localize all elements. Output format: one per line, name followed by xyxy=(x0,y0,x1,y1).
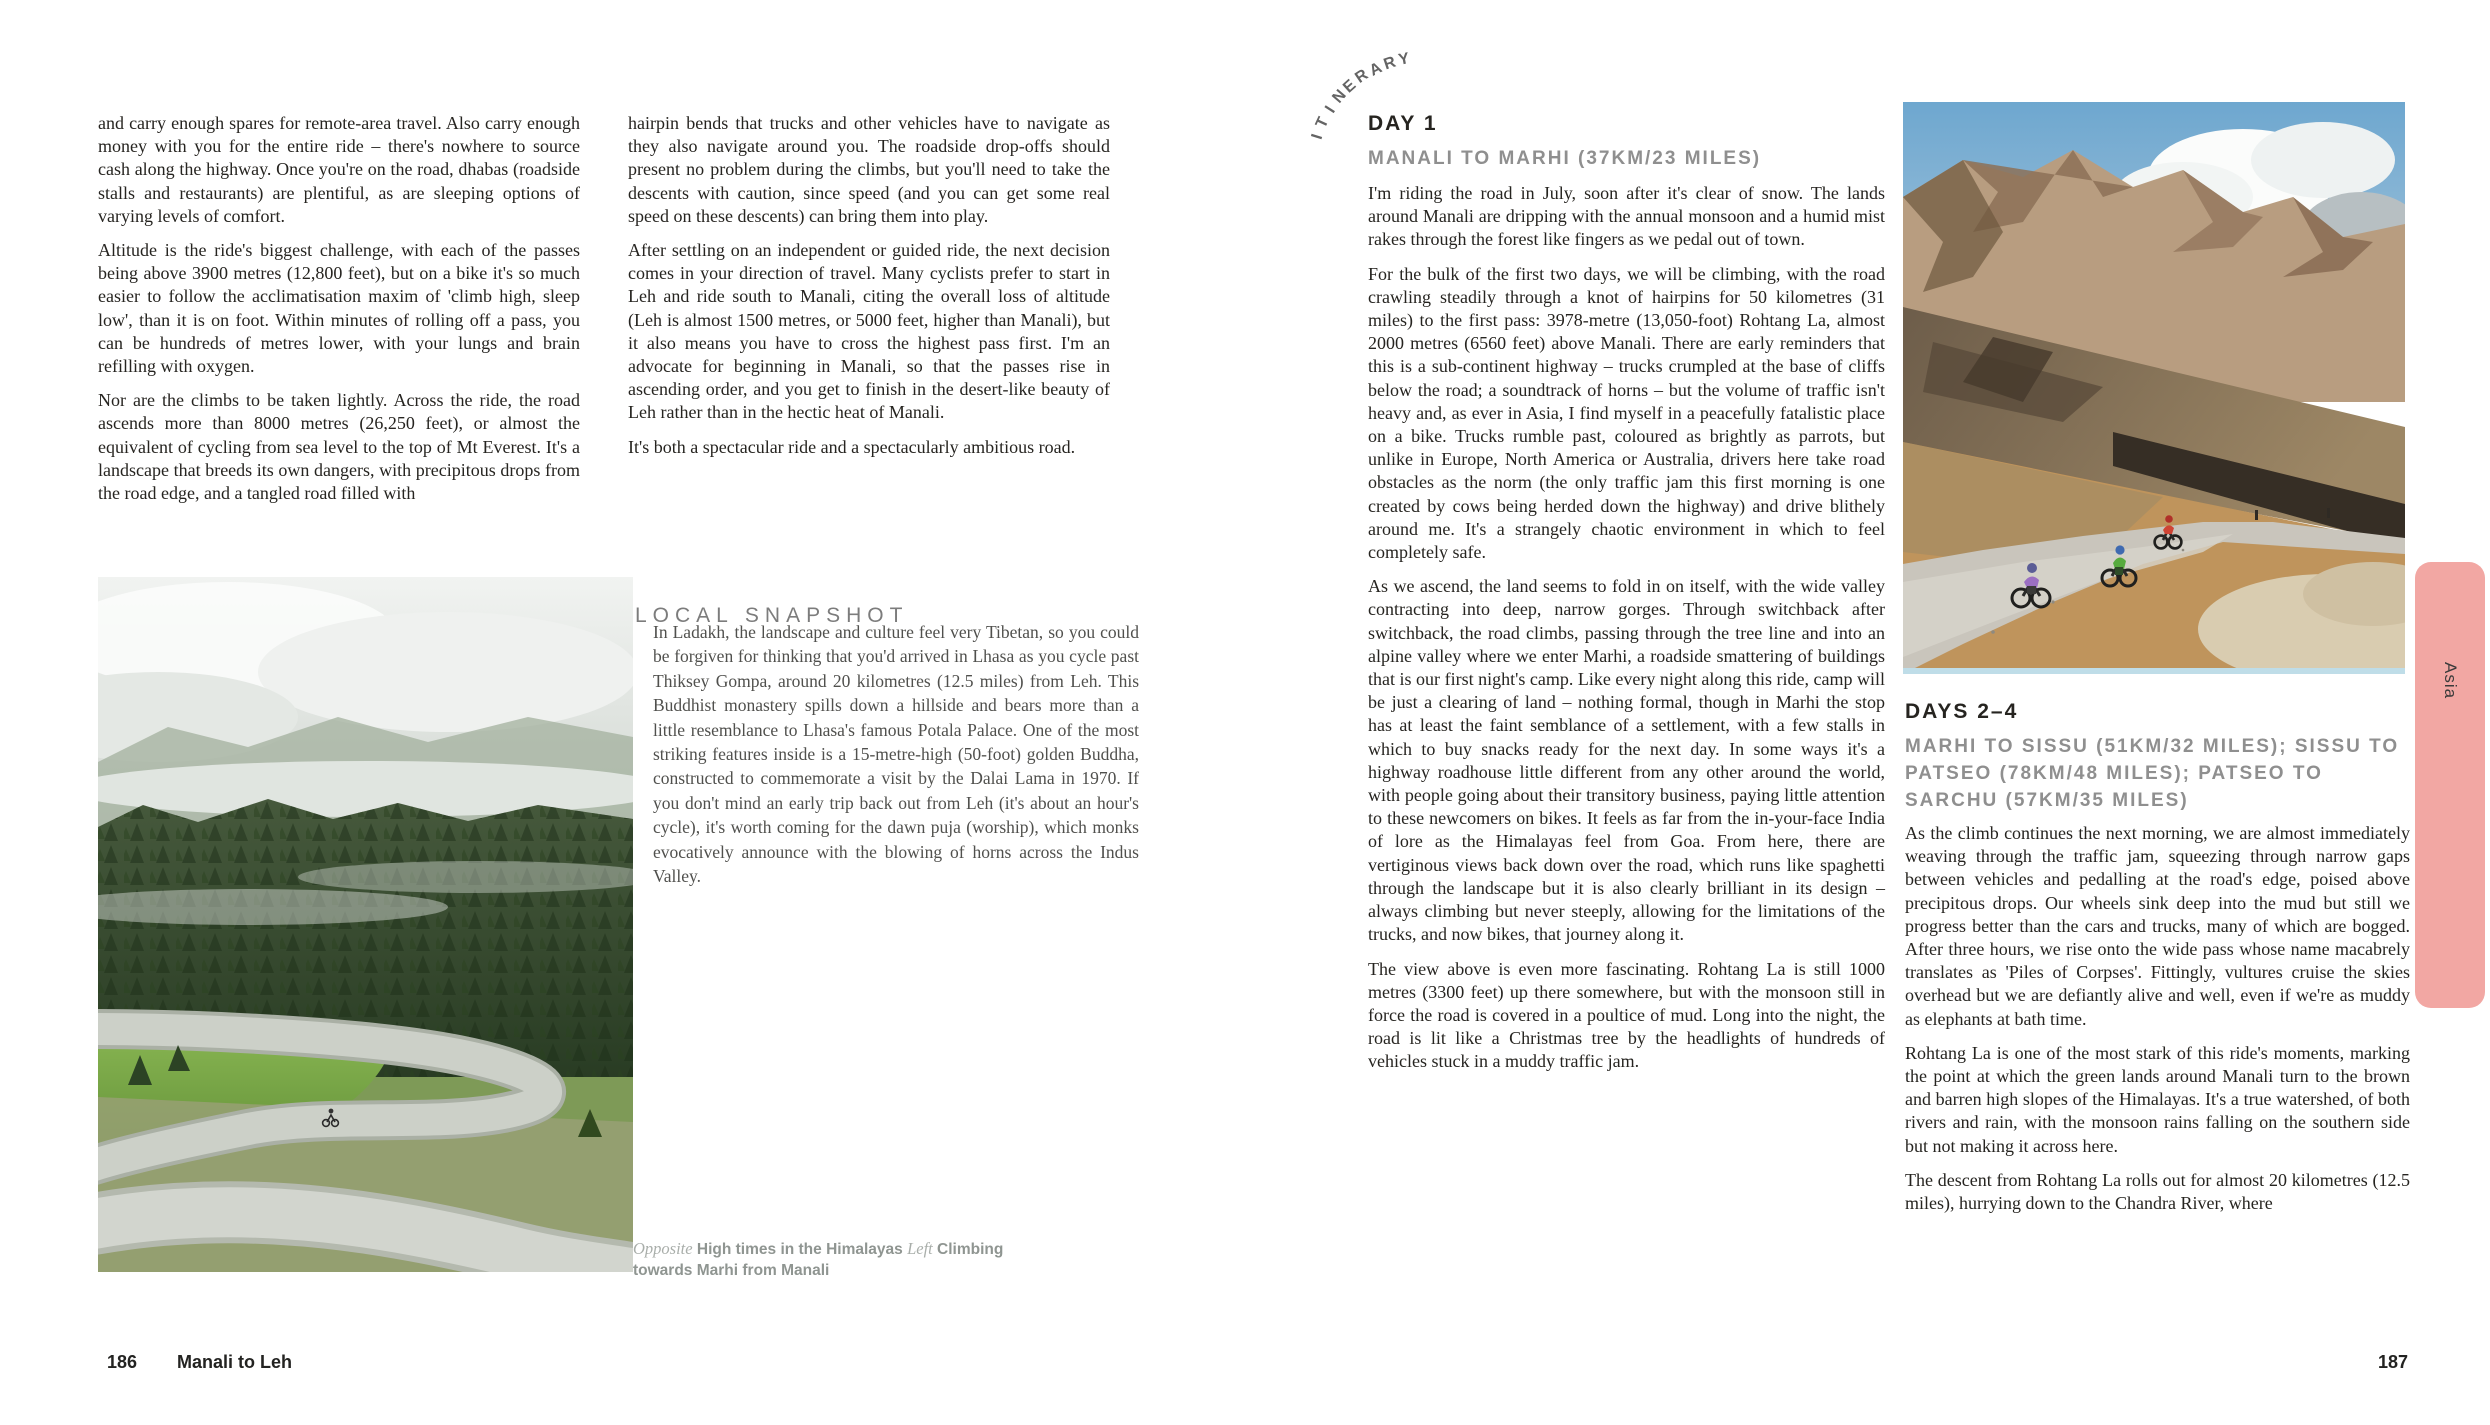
caption-text-left: Climbing towards Marhi from Manali xyxy=(633,1241,1004,1279)
cyclists-mountain-pass-photo xyxy=(1903,102,2405,674)
distant-figure xyxy=(2327,508,2330,518)
body-paragraph: Rohtang La is one of the most stark of this ride's moments, marking the point at which the green lands around Manali turn to the brown and barren high slopes of the Himalayas. It's a true watershed, of both rivers and rain, with the monsoon rains falling on the southern side but not making it across here. xyxy=(1905,1042,2410,1156)
body-paragraph: The descent from Rohtang La rolls out for almost 20 kilometres (12.5 miles), hurrying down to the Chandra River, where xyxy=(1905,1169,2410,1214)
body-paragraph: It's both a spectacular ride and a spectacularly ambitious road. xyxy=(628,436,1076,457)
body-paragraph: hairpin bends that trucks and other vehicles have to navigate as they also navigate around you. The roadside drop-offs should present no problem during the climbs, but you'll need to take the descents with caution, since speed (and you can get some real speed on these descents) can bring them into play. xyxy=(628,113,1110,226)
asia-section-tab xyxy=(2415,562,2485,1008)
caption-text-opposite: High times in the Himalayas xyxy=(692,1241,908,1258)
left-page-number: 186 xyxy=(107,1352,138,1372)
distant-figure xyxy=(2255,510,2258,520)
body-paragraph: After settling on an independent or guided ride, the next decision comes in your direction of travel. Many cyclists prefer to start in Leh and ride south to Manali, citing the overall loss of altitude (Leh is almost 1500 metres, or 5000 feet, higher than Manali), but it also means you have to cross the highest pass first. I'm an advocate for beginning in Manali, so that the passes rise in ascending order, and you get to finish in the desert-like beauty of Leh rather than in the hectic heat of Manali. xyxy=(628,240,1110,423)
right-page-column-2 xyxy=(1905,822,2410,1226)
body-paragraph: and carry enough spares for remote-area travel. Also carry enough money with you for the entire ride – there's nowhere to source cash along the highway. Once you're on the road, dhabas (roadside stalls and restaurants) are plentiful, as are sleeping options of varying levels of comfort. xyxy=(98,113,580,226)
body-paragraph: The view above is even more fascinating. Rohtang La is still 1000 metres (3300 feet) up there somewhere, but with the monsoon still in force the road is covered in a poultice of mud. Long into the night, the road is lit like a Christmas tree by the headlights of hundreds of vehicles stuck in a muddy traffic jam. xyxy=(1368,958,1885,1072)
day1-subtitle: MANALI TO MARHI (37KM/23 MILES) xyxy=(1368,148,1762,169)
itinerary-arc-letter: I xyxy=(1308,132,1327,142)
itinerary-arc-letter: R xyxy=(1352,66,1372,88)
body-paragraph: Altitude is the ride's biggest challenge, with each of the passes being above 3900 metres (12,800 feet), but on a bike it's so much easier to follow the acclimatisation maxim of 'climb high, sleep low', than it is on foot. Within minutes of rolling off a pass, you can be hundreds of metres lower, with your lungs and brain refilling with oxygen. xyxy=(98,240,580,377)
forest-hairpin-road-photo xyxy=(98,577,633,1272)
right-page-number: 187 xyxy=(2377,1352,2408,1372)
left-page-column-2 xyxy=(628,112,1110,470)
body-paragraph: As the climb continues the next morning, we are almost immediately weaving through the traffic jam, squeezing through narrow gaps between vehicles and pedalling at the road's edge, poised above precipitous drops. Our wheels sink deep into the mud but still we progress better than the cars and trucks, many of which are bogged. After three hours, we rise onto the wide pass whose name macabrely translates as 'Piles of Corpses'. Fittingly, vultures cruise the skies overhead but we are defiantly alive and well, even if we're as muddy as elephants at bath time. xyxy=(1905,823,2410,1029)
caption-label-left: Left xyxy=(907,1239,933,1258)
itinerary-arc-letter: E xyxy=(1340,76,1360,97)
forest-hairpin-road-illustration xyxy=(98,577,633,1272)
photo-caption xyxy=(633,1238,1053,1281)
itinerary-arc-letter: N xyxy=(1329,87,1350,107)
right-page-footer xyxy=(2300,1352,2408,1373)
itinerary-arc-letter: R xyxy=(1381,53,1398,74)
days2-4-subtitle: MARHI TO SISSU (51KM/32 MILES); SISSU TO PATSEO (78KM/48 MILES); PATSEO TO SARCHU (57KM/35 MILES) xyxy=(1905,736,2400,811)
right-page-column-1 xyxy=(1368,182,1885,1085)
local-snapshot-body: In Ladakh, the landscape and culture feel very Tibetan, so you could be forgiven for thinking that you'd arrived in Lhasa as you cycle past Thiksey Gompa, around 20 kilometres (12.5 miles) from Leh. This Buddhist monastery spills down a hillside and bears more than a little resemblance to Lhasa's famous Potala Palace. One of the most striking features inside is a 15-metre-high (50-foot) golden Buddha, constructed to commemorate a visit by the Dalai Lama in 1970. If you don't mind an early trip back out from Leh (it's about an hour's cycle), it's worth coming for the dawn puja (worship), which monks evocatively announce with the blowing of horns across the Indus Valley. xyxy=(653,622,1139,887)
itinerary-arc-letter: Y xyxy=(1397,50,1412,69)
itinerary-arc-letter: T xyxy=(1313,114,1333,131)
itinerary-arc-letter: I xyxy=(1321,102,1339,116)
photo-bottom-strip xyxy=(1903,668,2405,674)
cyclists-mountain-pass-illustration xyxy=(1903,102,2405,674)
caption-label-opposite: Opposite xyxy=(633,1239,693,1258)
itinerary-arc-letter: A xyxy=(1366,58,1385,80)
asia-tab-label: Asia xyxy=(2441,662,2460,700)
local-snapshot-title: LOCAL SNAPSHOT xyxy=(635,604,909,627)
days2-4-title: DAYS 2–4 xyxy=(1905,700,2019,723)
left-page-footer xyxy=(107,1352,292,1373)
body-paragraph: For the bulk of the first two days, we will be climbing, with the road crawling steadily through a knot of hairpins for 50 kilometres (31 miles) to the first pass: 3978-metre (13,050-foot) Rohtang La, almost 2000 metres (6560 feet) above Manali. There are early reminders that this is a sub-continent highway – trucks crumpled at the base of cliffs below the road; a soundtrack of horns – but the volume of traffic isn't heavy and, as ever in Asia, I find myself in a peacefully fatalistic place on a bike. Trucks rumble past, coloured as brightly as parrots, but unlike in Europe, North America or Australia, drivers here take road obstacles as the norm (the only traffic jam this first morning is one created by cows being herded down the highway) and drive blithely around me. It's a strangely chaotic environment in which to feel completely safe. xyxy=(1368,263,1885,563)
day1-title: DAY 1 xyxy=(1368,112,1438,135)
chapter-title: Manali to Leh xyxy=(177,1352,293,1372)
body-paragraph: Nor are the climbs to be taken lightly. Across the ride, the road ascends more than 8000 metres (26,250 feet), or almost the equivalent of cycling from sea level to the top of Mt Everest. It's a landscape that breeds its own dangers, with precipitous drops from the road edge, and a tangled road filled with xyxy=(98,390,580,504)
body-paragraph: As we ascend, the land seems to fold in on itself, with the wide valley contracting into deep, narrow gorges. Through switchback after switchback, the road climbs, passing through the tree line and into an alpine valley where we enter Marhi, a roadside smattering of buildings that is our first night's camp. Like every night along this ride, camp will be just a clearing of land – nothing formal, though in Marhi the stop has at least the faint semblance of a settlement, with a few stalls in which to buy snacks ready for the next day. In some ways it's a highway roadhouse little different from any other around the world, with people going about their transitory business, paying little attention to these newcomers on bikes. It feels as far from the in-your-face India of lore as the Himalayas feel from Goa. From here, there are vertiginous views back down over the road, which runs like spaghetti through the landscape but it is also clearly brilliant in its design – always climbing but never steeply, allowing for the limitations of the trucks, and now bikes, that journey along it. xyxy=(1368,576,1885,945)
body-paragraph: I'm riding the road in July, soon after it's clear of snow. The lands around Manali are dripping with the annual monsoon and a humid mist rakes through the forest like fingers as we pedal out of town. xyxy=(1368,183,1885,250)
left-page-column-1 xyxy=(98,112,580,516)
